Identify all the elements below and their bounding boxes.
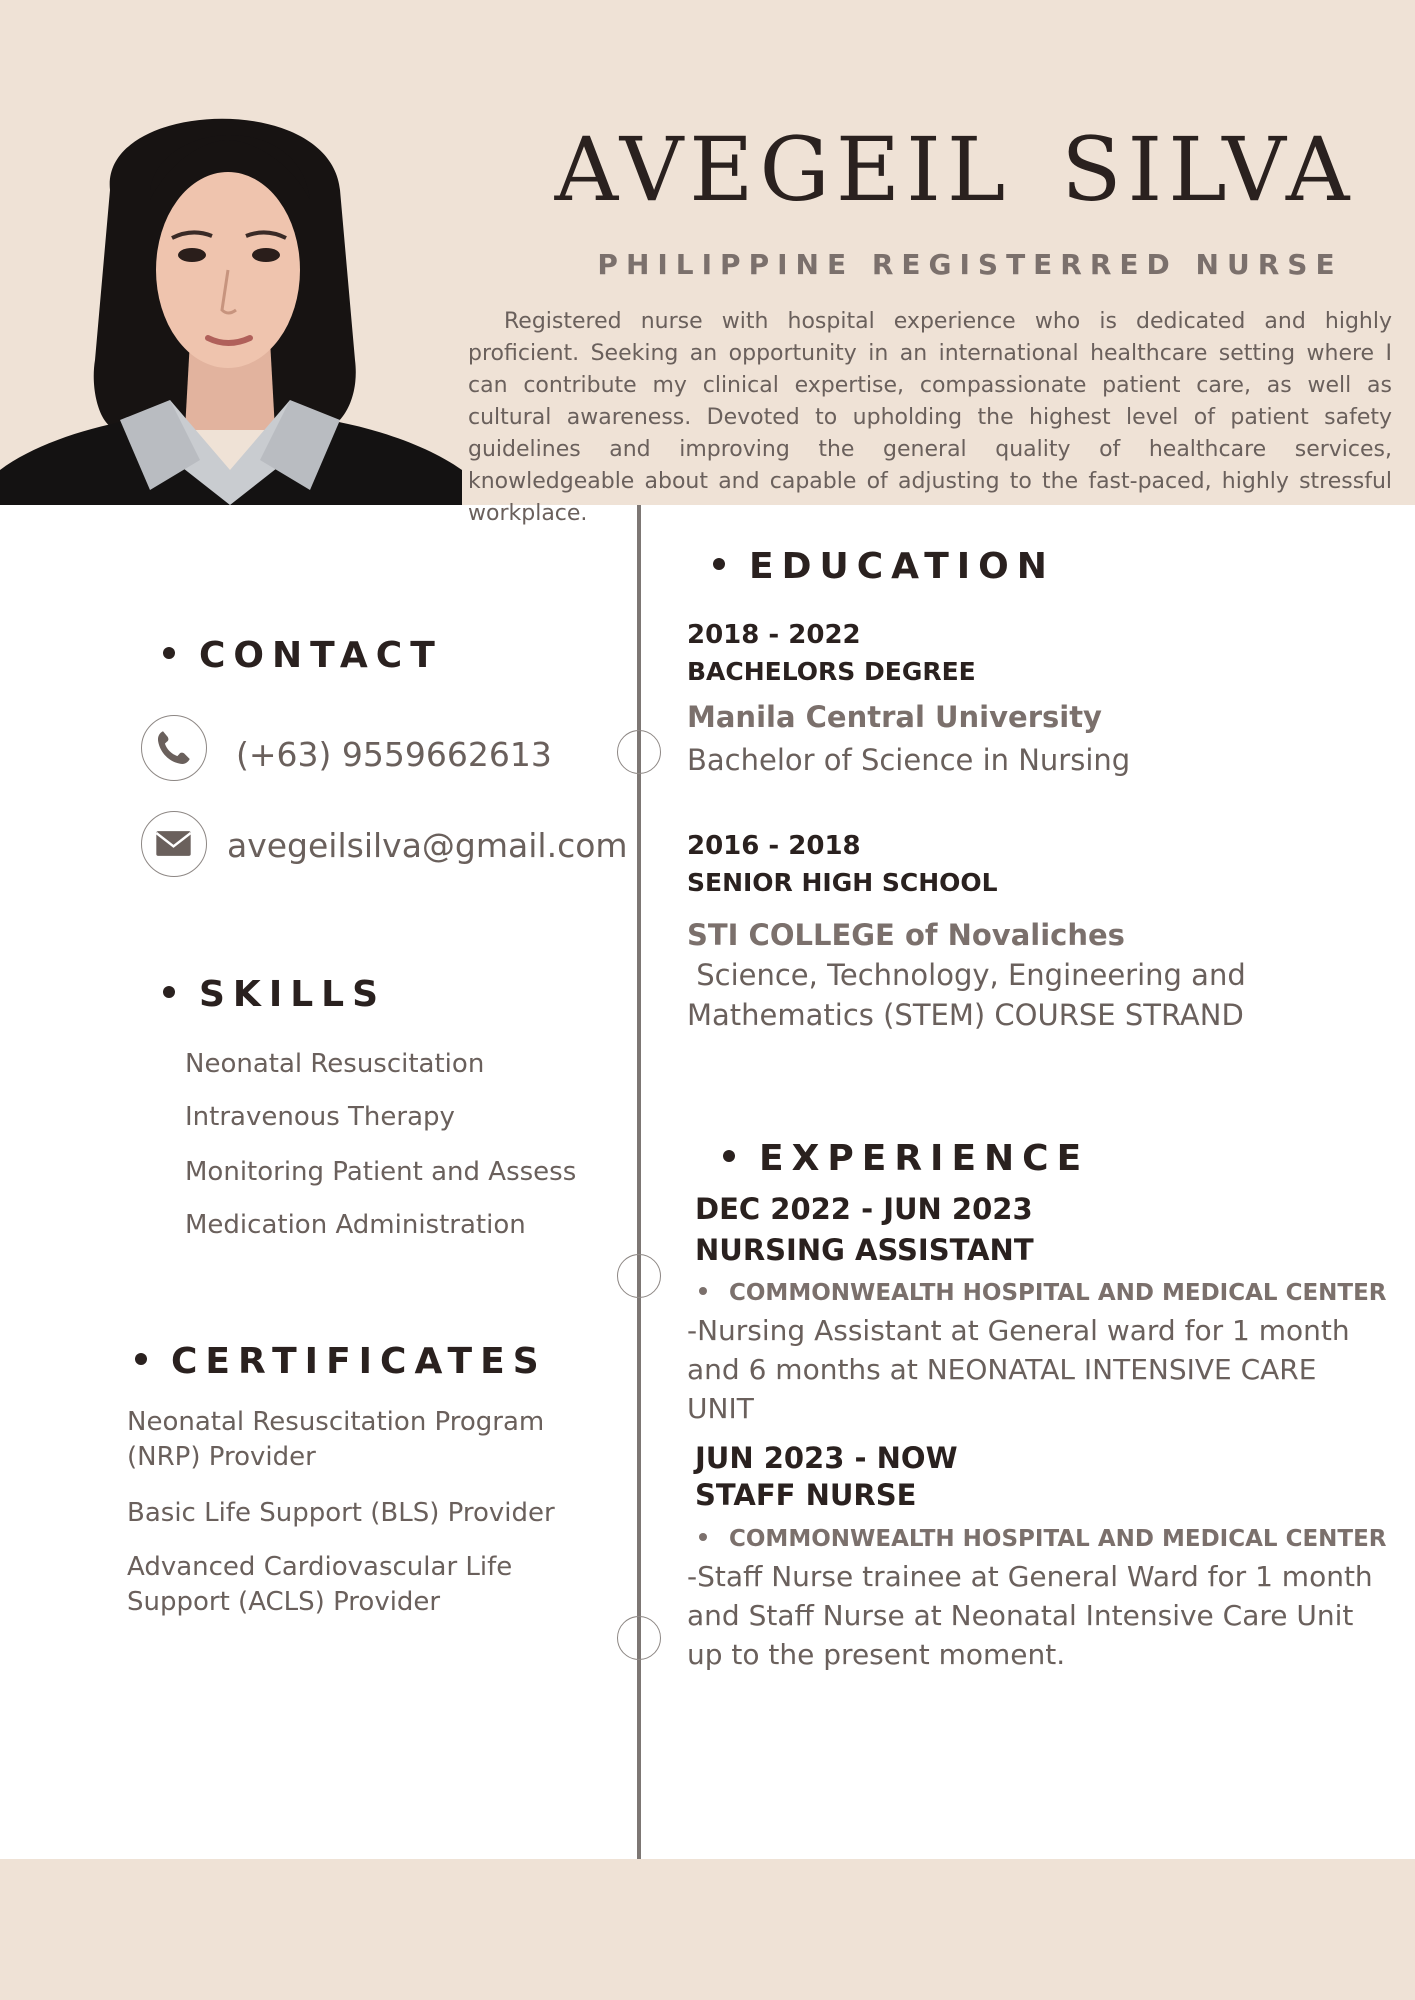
bullet-icon [135,1353,147,1365]
bullet-icon [713,558,725,570]
education-years: 2018 - 2022 [687,620,861,650]
phone-number[interactable]: (+63) 9559662613 [236,735,552,774]
experience-role: NURSING ASSISTANT [695,1233,1034,1267]
experience-employer: COMMONWEALTH HOSPITAL AND MEDICAL CENTER [699,1278,1387,1308]
skill-item: Neonatal Resuscitation [185,1049,485,1079]
phone-icon [141,715,207,781]
education-school: STI COLLEGE of Novaliches [687,918,1125,952]
experience-employer: COMMONWEALTH HOSPITAL AND MEDICAL CENTER [699,1524,1387,1554]
bullet-icon [163,986,175,998]
bullet-icon [723,1150,735,1162]
job-title: PHILIPPINE REGISTERRED NURSE [597,248,1343,281]
skill-item: Medication Administration [185,1210,526,1240]
bullet-icon [699,1533,707,1541]
certificate-item: Neonatal Resuscitation Program (NRP) Provider [127,1407,545,1472]
education-program: Science, Technology, Engineering and Mathematics (STEM) COURSE STRAND [687,958,1255,1032]
experience-description: -Nursing Assistant at General ward for 1 month and 6 months at NEONATAL INTENSIVE CARE UNIT [687,1314,1350,1425]
footer-band [0,1859,1415,2000]
envelope-icon [141,811,207,877]
certificate-item: Advanced Cardiovascular Life Support (ACLS) Provider [127,1552,513,1617]
candidate-name: AVEGEIL SILVA [554,118,1356,221]
experience-dates: JUN 2023 - NOW [695,1441,958,1475]
education-program: Bachelor of Science in Nursing [687,743,1131,777]
skill-item: Intravenous Therapy [185,1102,455,1132]
certificates-heading: CERTIFICATES [135,1340,547,1384]
email-address[interactable]: avegeilsilva@gmail.com [227,826,628,865]
skill-item: Monitoring Patient and Assess [185,1157,577,1187]
bullet-icon [699,1287,707,1295]
bullet-icon [163,647,175,659]
experience-description: -Staff Nurse trainee at General Ward for 1 month and Staff Nurse at Neonatal Intensive Care Unit up to the present moment. [687,1560,1373,1671]
timeline-node [617,1254,661,1298]
skills-heading: SKILLS [163,973,386,1017]
experience-dates: DEC 2022 - JUN 2023 [695,1192,1033,1226]
certificate-item: Basic Life Support (BLS) Provider [127,1498,555,1528]
experience-role: STAFF NURSE [695,1478,917,1512]
education-degree: BACHELORS DEGREE [687,657,976,686]
education-years: 2016 - 2018 [687,831,861,861]
profile-summary: Registered nurse with hospital experience who is dedicated and highly proficient. Seeking an opportunity in an international healthcare setting where I can contribute my clinical expertise, compassionate patient care, as well as cultural awareness. Devoted to upholding the highest level of patient safety guidelines and improving the general quality of healthcare services, knowledgeable about and capable of adjusting to the fast-paced, highly stressful workplace. [468,309,1392,526]
contact-heading: CONTACT [163,634,443,678]
education-heading: EDUCATION [713,545,1055,589]
education-degree: SENIOR HIGH SCHOOL [687,868,998,897]
experience-heading: EXPERIENCE [723,1137,1089,1181]
education-school: Manila Central University [687,700,1102,734]
timeline-node [617,730,661,774]
timeline-node [617,1616,661,1660]
profile-photo [0,70,462,505]
